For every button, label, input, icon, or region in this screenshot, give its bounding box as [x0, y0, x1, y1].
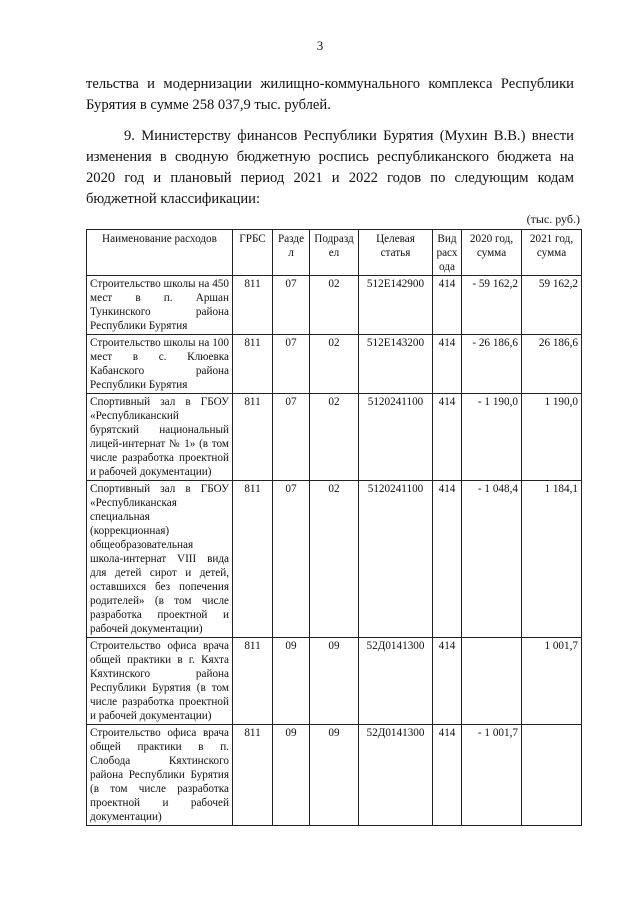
cell-grbs: 811	[233, 638, 273, 725]
cell-grbs: 811	[233, 725, 273, 826]
paragraph-9: 9. Министерству финансов Республики Бурятия (Мухин В.В.) внести изменения в сводную бюджетную роспись республиканского бюджета на 2020 год и плановый период 2021 и 2022 годов по следующим кодам бюджетной классификации:	[86, 128, 574, 207]
cell-grbs: 811	[233, 394, 273, 481]
cell-2021: 1 190,0	[522, 394, 582, 481]
cell-vid: 414	[433, 725, 462, 826]
cell-2021: 59 162,2	[522, 276, 582, 335]
cell-target: 512Е142900	[359, 276, 433, 335]
table-header-row	[87, 230, 582, 276]
cell-2020	[462, 638, 522, 725]
cell-razdel: 07	[273, 276, 310, 335]
cell-target: 5120241100	[359, 481, 433, 638]
cell-2020: - 59 162,2	[462, 276, 522, 335]
header-2021: 2021 год, сумма	[522, 230, 582, 276]
cell-podrazdel: 02	[310, 394, 359, 481]
cell-target: 512Е143200	[359, 335, 433, 394]
header-2020: 2020 год, сумма	[462, 230, 522, 276]
cell-razdel: 07	[273, 481, 310, 638]
header-target: Целевая статья	[359, 230, 433, 276]
cell-podrazdel: 02	[310, 481, 359, 638]
cell-razdel: 07	[273, 335, 310, 394]
cell-name: Спортивный зал в ГБОУ «Республиканский бурятский национальный лицей-интернат № 1» (в том числе разработка проектной и рабочей документации)	[87, 394, 233, 481]
units-note: (тыс. руб.)	[526, 212, 580, 226]
cell-vid: 414	[433, 394, 462, 481]
cell-2021: 1 184,1	[522, 481, 582, 638]
cell-razdel: 09	[273, 638, 310, 725]
cell-2021	[522, 725, 582, 826]
cell-name: Спортивный зал в ГБОУ «Республиканская специальная (коррекционная) общеобразовательная школа-интернат VIII вида для детей сирот и детей, оставшихся без попечения родителей» (в том числе разработка проектной и рабочей документации)	[87, 481, 233, 638]
cell-grbs: 811	[233, 276, 273, 335]
header-name: Наименование расходов	[87, 230, 233, 276]
cell-2020: - 1 048,4	[462, 481, 522, 638]
table-row	[87, 725, 582, 826]
cell-2020: - 1 190,0	[462, 394, 522, 481]
cell-name: Строительство школы на 450 мест в п. Аршан Тункинского района Республики Бурятия	[87, 276, 233, 335]
table-row	[87, 335, 582, 394]
cell-name: Строительство офиса врача общей практики в п. Слобода Кяхтинского района Республики Бурятия (в том числе разработка проектной и рабочей документации)	[87, 725, 233, 826]
cell-name: Строительство школы на 100 мест в с. Клюевка Кабанского района Республики Бурятия	[87, 335, 233, 394]
cell-vid: 414	[433, 335, 462, 394]
cell-target: 5120241100	[359, 394, 433, 481]
cell-vid: 414	[433, 276, 462, 335]
cell-vid: 414	[433, 638, 462, 725]
header-razdel: Раздел	[273, 230, 310, 276]
cell-target: 52Д0141300	[359, 638, 433, 725]
table-row	[87, 394, 582, 481]
table-row	[87, 481, 582, 638]
cell-razdel: 09	[273, 725, 310, 826]
cell-grbs: 811	[233, 335, 273, 394]
header-podrazdel: Подраздел	[310, 230, 359, 276]
cell-2021: 1 001,7	[522, 638, 582, 725]
header-vid: Вид расхода	[433, 230, 462, 276]
table-row	[87, 638, 582, 725]
cell-podrazdel: 02	[310, 276, 359, 335]
cell-grbs: 811	[233, 481, 273, 638]
cell-2020: - 26 186,6	[462, 335, 522, 394]
cell-podrazdel: 09	[310, 638, 359, 725]
table-row	[87, 276, 582, 335]
cell-podrazdel: 02	[310, 335, 359, 394]
cell-vid: 414	[433, 481, 462, 638]
cell-2021: 26 186,6	[522, 335, 582, 394]
cell-razdel: 07	[273, 394, 310, 481]
page-number: 3	[316, 38, 324, 53]
budget-table	[86, 229, 582, 826]
header-grbs: ГРБС	[233, 230, 273, 276]
paragraph-continuation: тельства и модернизации жилищно-коммунального комплекса Республики Бурятия в сумме 258 037,9 тыс. рублей.	[86, 76, 574, 113]
cell-podrazdel: 09	[310, 725, 359, 826]
cell-target: 52Д0141300	[359, 725, 433, 826]
cell-name: Строительство офиса врача общей практики в г. Кяхта Кяхтинского района Республики Бурятия (в том числе разработка проектной и рабочей документации)	[87, 638, 233, 725]
cell-2020: - 1 001,7	[462, 725, 522, 826]
